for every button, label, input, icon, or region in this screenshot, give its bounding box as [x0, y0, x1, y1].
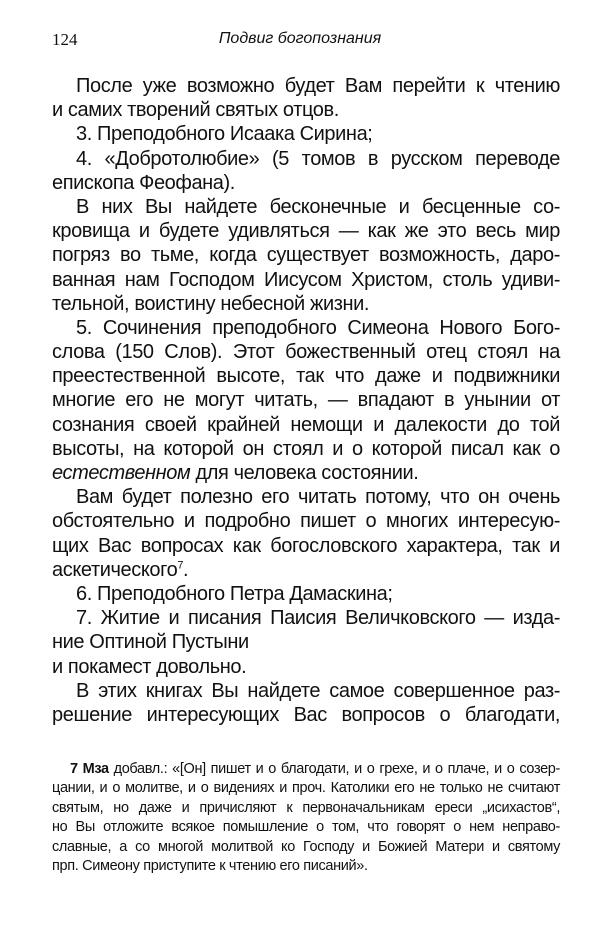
line-text: слова (150 Слов). Этот божественный отец стоял на — [52, 341, 560, 364]
footnote-line — [52, 818, 560, 837]
text-line — [52, 630, 560, 654]
text-line — [52, 606, 560, 630]
line-text: 6. Преподобного Петра Дамаскина; — [76, 582, 393, 605]
footnote-text: цании, и о молитве, и о видениях и проч. Католики его не только не считают — [52, 780, 560, 797]
line-text: погряз во тьме, когда существует возможность, даро- — [52, 244, 560, 267]
text-line — [52, 219, 560, 243]
line-text: многие его не могут читать, — впадают в унынии от — [52, 389, 560, 412]
line-text: епископа Феофана). — [52, 171, 235, 194]
line-text: сознания своей крайней немощи и далекости до той — [52, 413, 560, 436]
body-text — [52, 74, 560, 727]
footnote-text: но Вы отложите всякое помышление о том, что говорят о нем неправо- — [52, 819, 560, 836]
text-line — [52, 461, 560, 485]
line-text: тельной, воистину небесной жизни. — [52, 292, 370, 315]
text-line — [52, 703, 560, 727]
text-line — [52, 509, 560, 533]
footnote-line — [52, 799, 560, 818]
line-text: и самих творений святых отцов. — [52, 99, 339, 122]
footnote-marker: 7 Мза — [70, 761, 109, 777]
line-text: решение интересующих Вас вопросов о благодати, — [52, 703, 560, 726]
text-line — [52, 534, 560, 558]
text-line — [52, 268, 560, 292]
line-text: и покамест довольно. — [52, 655, 247, 678]
footnote-text: святым, но даже и причисляют к первоначальникам ереси „исихастов“, — [52, 799, 560, 816]
text-line — [52, 485, 560, 509]
line-text: кровища и будете удивляться — как же это весь мир — [52, 220, 560, 243]
footnote-text: прп. Симеону приступите к чтению его писаний». — [52, 857, 368, 874]
text-line — [52, 195, 560, 219]
text-line — [52, 364, 560, 388]
line-text: Вам будет полезно его читать потому, что он очень — [76, 486, 560, 509]
running-title: Подвиг богопознания — [218, 30, 382, 47]
line-text: ванная нам Господом Иисусом Христом, столь удиви- — [52, 268, 560, 291]
line-text: В них Вы найдете бесконечные и бесценные со- — [76, 195, 560, 218]
text-line — [52, 558, 560, 582]
text-line — [52, 171, 560, 195]
text-line — [52, 98, 560, 122]
text-line — [52, 413, 560, 437]
line-text: высоты, на которой он стоял и о которой писал как о — [52, 437, 560, 460]
line-text: ние Оптиной Пустыни — [52, 631, 249, 654]
page-number: 124 — [52, 30, 78, 49]
line-text: После уже возможно будет Вам перейти к чтению — [76, 75, 560, 97]
footnote-text: добавл.: «[Он] пишет и о благодати, и о грехе, и о плаче, и о созер- — [108, 761, 560, 777]
text-line — [52, 74, 560, 98]
line-text: 4. «Добротолюбие» (5 томов в русском переводе — [76, 147, 560, 170]
footnote-line — [52, 760, 560, 779]
line-text: В этих книгах Вы найдете самое совершенное раз- — [76, 679, 560, 702]
footnote — [52, 760, 560, 876]
text-line — [52, 582, 560, 606]
line-text: . — [183, 558, 189, 581]
text-line — [52, 292, 560, 316]
italic-word: естественном — [52, 462, 191, 484]
text-line — [52, 388, 560, 412]
line-text: обстоятельно и подробно пишет о многих интересую- — [52, 510, 560, 533]
footnote-ref: 7 — [177, 559, 184, 572]
line-text: 7. Житие и писания Паисия Величковского — изда- — [76, 607, 560, 630]
line-text: аскетического — [52, 558, 178, 581]
footnote-line — [52, 838, 560, 857]
text-line — [52, 437, 560, 461]
text-line — [52, 147, 560, 171]
line-text: 5. Сочинения преподобного Симеона Нового Бого- — [76, 316, 560, 339]
text-line — [52, 243, 560, 267]
footnote-line — [52, 779, 560, 798]
footnote-text: славные, а со многой молитвой ко Господу и Божией Матери и святому — [52, 838, 560, 855]
line-text: преестественной высоте, так что даже и подвижники — [52, 365, 560, 388]
text-line — [52, 340, 560, 364]
text-line — [52, 655, 560, 679]
text-line — [52, 122, 560, 146]
text-line — [52, 679, 560, 703]
footnote-line — [52, 857, 560, 876]
line-text: 3. Преподобного Исаака Сирина; — [76, 123, 373, 146]
line-text: для человека состоянии. — [190, 462, 419, 484]
line-text: щих Вас вопросах как богословского характера, так и — [52, 534, 560, 557]
text-line — [52, 316, 560, 340]
